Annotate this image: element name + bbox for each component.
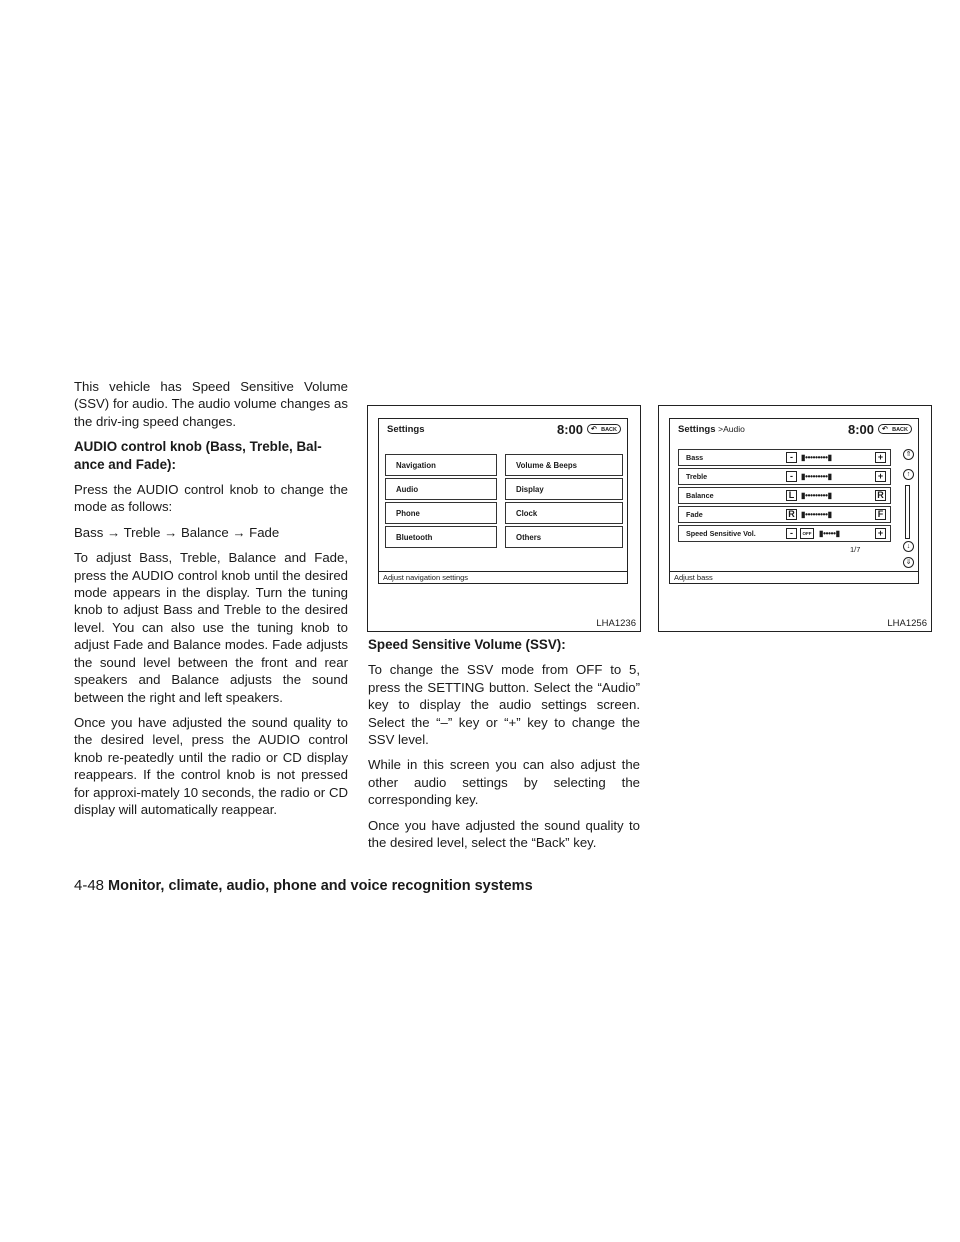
menu-item-bluetooth[interactable]: Bluetooth bbox=[385, 526, 497, 548]
left-button[interactable]: L bbox=[786, 490, 797, 501]
back-button[interactable]: ↶ BACK bbox=[878, 424, 912, 434]
scrollbar-track[interactable] bbox=[905, 485, 910, 539]
front-button[interactable]: F bbox=[875, 509, 886, 520]
off-indicator: OFF bbox=[800, 528, 814, 539]
settings-screen bbox=[378, 418, 628, 584]
setting-row-balance[interactable] bbox=[678, 487, 891, 504]
middle-text-column bbox=[368, 636, 640, 859]
menu-item-clock[interactable]: Clock bbox=[505, 502, 623, 524]
adjust-paragraph: To adjust Bass, Treble, Balance and Fade, press the AUDIO control knob until the desired mode appears in the display. Turn the tuning knob to adjust Bass and Treble to the desired level. You can also use the tuning knob to adjust Fade and Balance modes. Fade adjusts the sound level between the front and rear speakers and Balance adjusts the sound between the right and left speakers. bbox=[74, 550, 348, 705]
left-text-column bbox=[74, 378, 348, 826]
page-indicator: 1/7 bbox=[850, 545, 861, 554]
menu-item-phone[interactable]: Phone bbox=[385, 502, 497, 524]
scroll-top-icon[interactable]: ⇑ bbox=[903, 449, 914, 460]
row-label: Speed Sensitive Vol. bbox=[686, 529, 756, 538]
other-settings-paragraph: While in this screen you can also adjust the other audio settings by selecting the corresponding key. bbox=[368, 757, 640, 808]
decrease-button[interactable]: - bbox=[786, 452, 797, 463]
menu-item-navigation[interactable]: Navigation bbox=[385, 454, 497, 476]
menu-item-volume-beeps[interactable]: Volume & Beeps bbox=[505, 454, 623, 476]
scroll-bottom-icon[interactable]: ⇓ bbox=[903, 557, 914, 568]
back-arrow-icon: ↶ bbox=[882, 426, 888, 433]
decrease-button[interactable]: - bbox=[786, 528, 797, 539]
reappear-paragraph: Once you have adjusted the sound quality to the desired level, press the AUDIO control knob re-peatedly until the radio or CD display reappears. If the control knob is not pressed for approxi-mately 10 seconds, the radio or CD display will automatically reappear. bbox=[74, 714, 348, 817]
status-bar: Adjust bass bbox=[670, 571, 918, 583]
setting-row-bass[interactable] bbox=[678, 449, 891, 466]
settings-menu-figure bbox=[367, 405, 641, 632]
setting-row-ssv[interactable] bbox=[678, 525, 891, 542]
back-arrow-icon: ↶ bbox=[591, 426, 597, 433]
menu-item-audio[interactable]: Audio bbox=[385, 478, 497, 500]
mode-sequence: Bass → Treble → Balance → Fade bbox=[74, 524, 280, 540]
row-label: Fade bbox=[686, 510, 703, 519]
setting-row-fade[interactable] bbox=[678, 506, 891, 523]
increase-button[interactable]: + bbox=[875, 452, 886, 463]
rear-button[interactable]: R bbox=[786, 509, 797, 520]
back-key-paragraph: Once you have adjusted the sound quality to the desired level, select the “Back” key. bbox=[368, 817, 640, 851]
clock-display: 8:00 bbox=[847, 422, 874, 437]
menu-item-others[interactable]: Others bbox=[505, 526, 623, 548]
ssv-heading: Speed Sensitive Volume (SSV): bbox=[368, 637, 566, 652]
scroll-up-icon[interactable]: ↑ bbox=[903, 469, 914, 480]
ssv-change-paragraph: To change the SSV mode from OFF to 5, press the SETTING button. Select the “Audio” key to display the audio settings screen. Select the “–” key or “+” key to change the SSV level. bbox=[368, 662, 640, 748]
screen-title: Settings >Audio bbox=[678, 424, 745, 435]
setting-row-treble[interactable] bbox=[678, 468, 891, 485]
figure-label: LHA1256 bbox=[887, 618, 927, 629]
decrease-button[interactable]: - bbox=[786, 471, 797, 482]
level-indicator: ▮•••••••••▮ bbox=[801, 510, 832, 519]
increase-button[interactable]: + bbox=[875, 528, 886, 539]
scroll-down-icon[interactable]: ↓ bbox=[903, 541, 914, 552]
row-label: Bass bbox=[686, 453, 704, 462]
increase-button[interactable]: + bbox=[875, 471, 886, 482]
level-indicator: ▮•••••••••▮ bbox=[801, 453, 832, 462]
level-indicator: ▮•••••▮ bbox=[819, 529, 840, 538]
ssv-intro-paragraph: This vehicle has Speed Sensitive Volume (SSV) for audio. The audio volume changes as the driv-ing speed changes. bbox=[74, 379, 348, 429]
page-number: 4-48 bbox=[74, 877, 105, 894]
level-indicator: ▮•••••••••▮ bbox=[801, 472, 832, 481]
back-button[interactable]: ↶ BACK bbox=[587, 424, 621, 434]
status-bar: Adjust navigation settings bbox=[379, 571, 627, 583]
clock-display: 8:00 bbox=[556, 422, 583, 437]
menu-item-display[interactable]: Display bbox=[505, 478, 623, 500]
figure-label: LHA1236 bbox=[596, 618, 636, 629]
page-footer bbox=[74, 877, 533, 894]
section-title: Monitor, climate, audio, phone and voice recognition systems bbox=[108, 878, 533, 894]
right-button[interactable]: R bbox=[875, 490, 886, 501]
screen-title: Settings bbox=[387, 424, 425, 435]
audio-knob-heading: AUDIO control knob (Bass, Treble, Bal-ance and Fade): bbox=[74, 439, 322, 472]
row-label: Balance bbox=[686, 491, 714, 500]
audio-settings-figure bbox=[658, 405, 932, 632]
audio-settings-screen bbox=[669, 418, 919, 584]
level-indicator: ▮•••••••••▮ bbox=[801, 491, 832, 500]
breadcrumb: >Audio bbox=[718, 424, 745, 434]
audio-knob-paragraph: Press the AUDIO control knob to change the mode as follows: bbox=[74, 482, 348, 515]
row-label: Treble bbox=[686, 472, 708, 481]
